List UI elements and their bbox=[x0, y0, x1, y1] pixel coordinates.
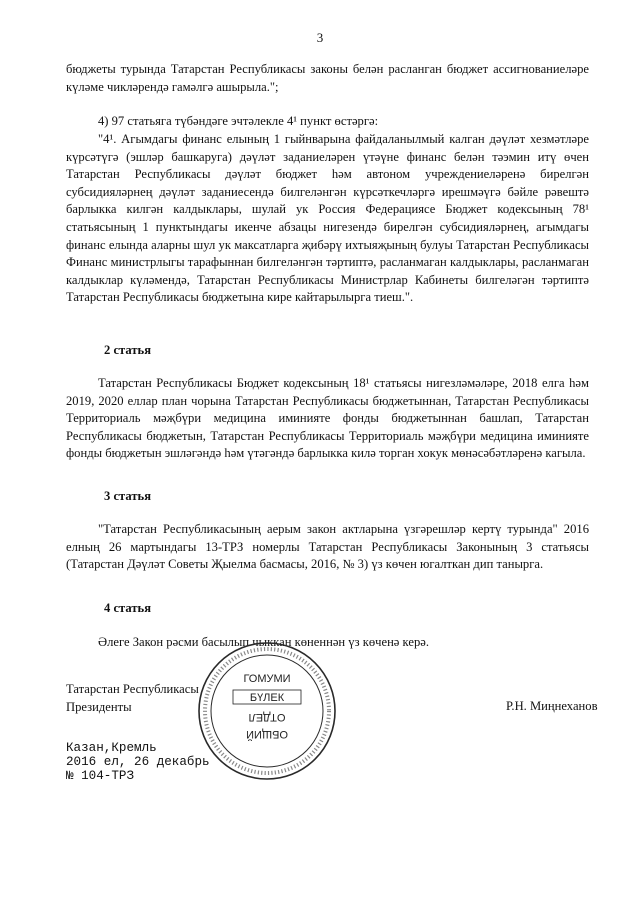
page-number: 3 bbox=[316, 30, 324, 45]
article-3-heading: 3 статья bbox=[104, 489, 152, 503]
paragraph-continuation: бюджеты турында Татарстан Республикасы законы белән расланган бюджет ассигнованиеләре күләме чикләрендә гамәлгә ашырыла."; bbox=[66, 62, 589, 94]
document-footer bbox=[66, 741, 210, 783]
footer-place: Казан,Кремль bbox=[66, 741, 157, 755]
footer-date: 2016 ел, 26 декабрь bbox=[66, 755, 210, 769]
stamp-line-3: ОТДЕЛ bbox=[248, 711, 286, 723]
article-4-text: Әлеге Закон рәсми басылып чыккан көненнән үз көченә керә. bbox=[98, 635, 429, 649]
stamp-line-2: БҮЛЕК bbox=[249, 692, 285, 704]
footer-number: № 104-ТРЗ bbox=[66, 769, 135, 783]
amendment-text: "4¹. Агымдагы финанс елының 1 гыйнварына файдаланылмый калган дәүләт хезмәтләре күрсәтүгә (эшләр башкаруга) дәүләт заданиеләрен үтәүне финанс белән тәэмин итү өчен Татарстан Республикасы дәүләт бюджет һәм автоном учреждениеләренә бирелгән субсидияләрнең дәүләт заданиесендә билгеләнгән күрсәткечләргә ирешмәүгә бәйле рәвештә барлыкка килгән калдыклары, шулай ук Россия Федерациясе Бюджет кодексының 78¹ статьясының 1 пунктындагы икенче абзацы нигезендә бирелгән субсидияләрнең, агымдагы финанс елында аларны шул ук максатларга җибәрү ихтыяҗының булуы Татарстан Республикасы Финанс министрлыгы тарафыннан билгеләнгән тәртиптә, расланмаган калдыклары, расланмаган калдыклар күләмендә, Татарстан Республикасы Министрлар Кабинеты билгеләгән тәртиптә Татарстан Республикасы бюджетына кире кайтарылырга тиеш.". bbox=[66, 132, 589, 305]
text-paragraph-3 bbox=[66, 131, 589, 307]
text-paragraph-5 bbox=[66, 521, 589, 574]
text-paragraph-2 bbox=[66, 113, 589, 131]
signature-title bbox=[66, 681, 199, 716]
stamp-line-1: ГОМУМИ bbox=[243, 673, 291, 685]
article-3-text: "Татарстан Республикасының аерым закон актларына үзгәрешләр кертү турында" 2016 елның 26 мартындагы 13-ТРЗ номерлы Татарстан Республикасы Законының 3 статьясы (Татарстан Дәүләт Советы Җыелма басмасы, 2016, № 3) үз көчен югалткан дип танырга. bbox=[66, 522, 589, 572]
signature-title-line2: Президенты bbox=[66, 699, 132, 714]
signature-title-line1: Татарстан Республикасы bbox=[66, 682, 199, 696]
stamp-line-4: ОБЩИЙ bbox=[246, 728, 288, 740]
text-paragraph-4 bbox=[66, 375, 589, 463]
official-stamp bbox=[196, 640, 338, 782]
text-paragraph-1 bbox=[66, 61, 589, 96]
signature-name: Р.Н. Миңнеханов bbox=[506, 699, 598, 713]
amendment-intro: 4) 97 статьяга түбәндәге эчтәлекле 4¹ пункт өстәргә: bbox=[98, 114, 379, 128]
article-2-text: Татарстан Республикасы Бюджет кодексының 18¹ статьясы нигезләмәләре, 2018 елга һәм 2019, 2020 еллар план чорына Татарстан Республикасы бюджетыннан, Татарстан Республикасы Территориаль мәҗбүри медицина иминияте фонды бюджетыннан башлап, Татарстан Республикасы бюджетын, Татарстан Республикасы Территориаль мәҗбүри медицина иминияте фонды бюджетын эшләгәндә һәм үтәгәндә барлыкка килә торган хокук мөнәсәбәтләренә кагыла. bbox=[66, 376, 589, 461]
article-4-heading: 4 статья bbox=[104, 601, 152, 615]
article-2-heading: 2 статья bbox=[104, 343, 152, 357]
